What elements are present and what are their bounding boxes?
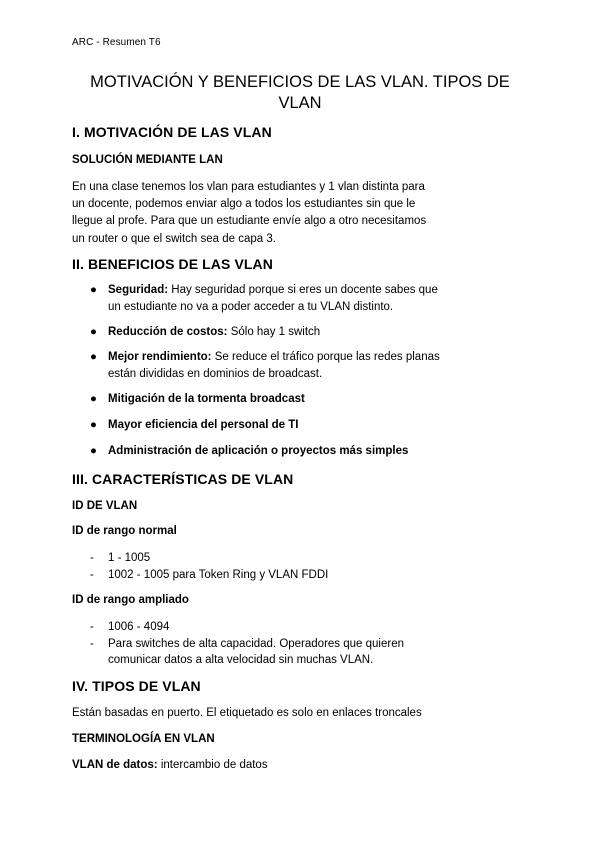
section-heading-benefits: II. BENEFICIOS DE LAS VLAN <box>72 256 273 272</box>
dash-marker-icon: - <box>90 638 94 650</box>
bullet-dot-icon: ● <box>90 419 97 431</box>
benefit-text: Se reduce el tráfico porque las redes planas están divididas en dominios de broadcast. <box>108 351 440 380</box>
benefit-text: Sólo hay 1 switch <box>227 326 321 338</box>
subheading-lan-solution: SOLUCIÓN MEDIANTE LAN <box>72 154 223 166</box>
subheading-terminology: TERMINOLOGÍA EN VLAN <box>72 733 215 745</box>
data-vlan-line <box>72 759 268 771</box>
bullet-dot-icon: ● <box>90 445 97 457</box>
bullet-dot-icon: ● <box>90 326 97 338</box>
benefit-label: Administración de aplicación o proyectos más simples <box>108 445 409 457</box>
benefit-label: Mitigación de la tormenta broadcast <box>108 393 305 405</box>
section-heading-characteristics: III. CARACTERÍSTICAS DE VLAN <box>72 471 294 487</box>
document-page: ARC - Resumen T6 MOTIVACIÓN Y BENEFICIOS DE LAS VLAN. TIPOS DE VLAN I. MOTIVACIÓN DE LAS VLAN SOLUCIÓN MEDIANTE LAN En una clase tenemos los vlan para estudiantes y 1 vlan distinta para un docente, podemos enviar algo a todos los estudiantes sin que le llegue al profe. Para que un estudiante envíe algo a otro necesitamos un router o que el switch sea de capa 3. II. BENEFICIOS DE LAS VLAN ● Seguridad: Hay seguridad porque si eres un docente sabes que un estudiante no va a poder acceder a tu VLAN distinto. ● Reducción de costos: Sólo hay 1 switch ● Mejor rendimiento: Se reduce el tráfico porque las redes planas están divididas en dominios de broadcast. ● Mitigación de la tormenta broadcast ● Mayor eficiencia del personal de TI ● Administración de aplicación o proyectos más simples III. CARACTERÍSTICAS DE VLAN ID DE VLAN ID de rango normal - 1 - 1005 - 1002 - 1005 para Token Ring y VLAN FDDI ID de rango ampliado - 1006 - 4094 - Para switches de alta capacidad. Operadores que quieren comunicar datos a alta velocidad sin muchas VLAN. IV. TIPOS DE VLAN Están basadas en puerto. El etiquetado es solo en enlaces troncales TERMINOLOGÍA EN VLAN VLAN de datos: intercambio de datos <box>0 0 600 848</box>
data-vlan-label: VLAN de datos: <box>72 759 158 771</box>
bullet-dot-icon: ● <box>90 284 97 296</box>
dash-marker-icon: - <box>90 621 94 633</box>
benefit-label: Mayor eficiencia del personal de TI <box>108 419 299 431</box>
subheading-normal-range: ID de rango normal <box>72 525 177 537</box>
subheading-vlan-id: ID DE VLAN <box>72 500 138 512</box>
dash-marker-icon: - <box>90 569 94 581</box>
benefit-label: Seguridad: <box>108 284 169 296</box>
section-heading-motivation: I. MOTIVACIÓN DE LAS VLAN <box>72 124 272 140</box>
dash-marker-icon: - <box>90 552 94 564</box>
running-header: ARC - Resumen T6 <box>72 37 161 48</box>
bullet-dot-icon: ● <box>90 351 97 363</box>
section-heading-types: IV. TIPOS DE VLAN <box>72 678 201 694</box>
types-paragraph: Están basadas en puerto. El etiquetado es solo en enlaces troncales <box>72 707 422 719</box>
benefit-text: Hay seguridad porque si eres un docente sabes que un estudiante no va a poder acceder a tu VLAN distinto. <box>108 284 438 313</box>
subheading-extended-range: ID de rango ampliado <box>72 594 189 606</box>
data-vlan-text: intercambio de datos <box>157 759 268 771</box>
motivation-paragraph: En una clase tenemos los vlan para estudiantes y 1 vlan distinta para un docente, podemos enviar algo a todos los estudiantes sin que le llegue al profe. Para que un estudiante envíe algo a otro necesitamos un router o que el switch sea de capa 3. <box>72 181 427 245</box>
bullet-dot-icon: ● <box>90 393 97 405</box>
benefit-label: Reducción de costos: <box>108 326 228 338</box>
benefit-label: Mejor rendimiento: <box>108 351 212 363</box>
document-title: MOTIVACIÓN Y BENEFICIOS DE LAS VLAN. TIPOS DE VLAN <box>90 73 510 112</box>
